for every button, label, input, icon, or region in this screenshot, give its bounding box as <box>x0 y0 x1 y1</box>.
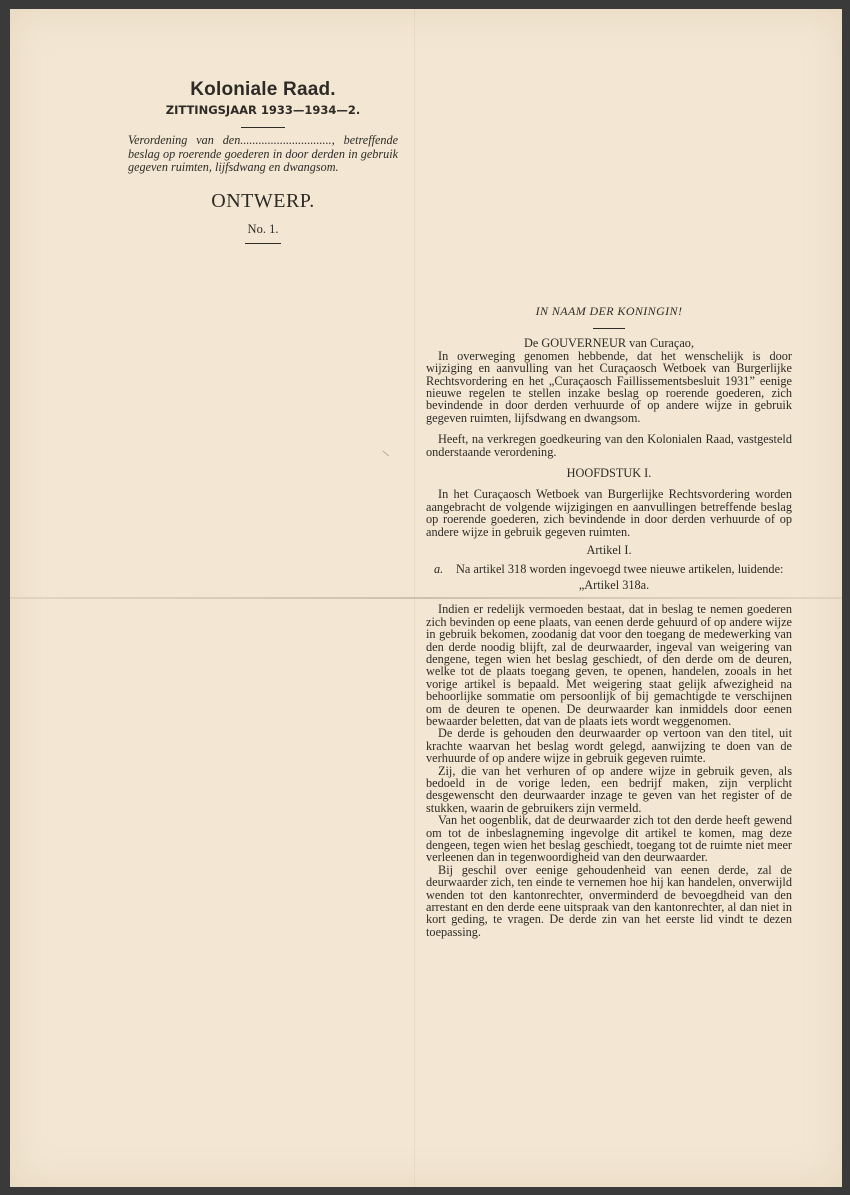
article-paragraph: De derde is gehouden den deurwaarder op vertoon van den titel, uit krachte waarvan het beslag wordt gelegd, aanwijzing te doen van de verhuurde of op andere wijze in gebruik gegeven ruimte. <box>426 726 792 766</box>
article-paragraph: Zij, die van het verhuren of op andere wijze in gebruik geven, als bedoeld in de vorige leden, een bedrijf maken, zijn verplicht desgewenscht den deurwaarder inzage te geven van het register of de stukken, waarin de gebruikers zijn vermeld. <box>426 763 792 815</box>
new-article-heading: „Artikel 318a. <box>578 577 650 592</box>
article-paragraph: Indien er redelijk vermoeden bestaat, dat in beslag te nemen goederen zich bevinden op eene plaats, van eenen derde gehuurd of op andere wijze in gebruik bekomen, zoodanig dat voor den toegang de medewerking van den derde noodig blijft, zal de deurwaarder, ingeval van weigering van dengene, tegen wien het beslag geschiedt, of den derde om de deuren, welke tot de plaats toegang geven, te openen, handelen, zooals in het vorige artikel is bepaald. Met weigering staat gelijk afwezigheid na behoorlijke sommatie om persoonlijk of bij gemachtigde te verschijnen om de deuren te openen. De deurwaarder kan inmiddels door eenen bewaarder beletten, dat van de plaats iets wordt weggenomen. <box>426 602 792 728</box>
ordinance-body <box>426 305 792 938</box>
document-page <box>10 9 842 1187</box>
item-letter: a. <box>434 561 444 576</box>
invocation: IN NAAM DER KONINGIN! <box>535 304 683 318</box>
session-year: ZITTINGSJAAR 1933—1934—2. <box>165 103 361 117</box>
chapter-intro: In het Curaçaosch Wetboek van Burgerlijke Rechtsvordering worden aangebracht de volgende wijzigingen en aanvullingen betreffende beslag op roerende goederen, zich bevindende in door derden verhuurde of op andere wijze in gebruik gegeven ruimten. <box>426 487 792 539</box>
item-text: Na artikel 318 worden ingevoegd twee nieuwe artikelen, luidende: <box>456 561 784 576</box>
chapter-heading: HOOFDSTUK I. <box>566 466 652 481</box>
list-item <box>434 563 792 575</box>
ordinance-subject: Verordening van den.............................., betreffende beslag op roerende goederen in door derden in gebruik gegeven ruimten, lijfsdwang en dwangsom. <box>128 133 398 175</box>
council-title: Koloniale Raad. <box>190 79 336 100</box>
enacted-paragraph: Heeft, na verkregen goedkeuring van den Kolonialen Raad, vastgesteld onderstaande verordening. <box>426 432 792 459</box>
article-paragraph: Bij geschil over eenige gehoudenheid van eenen derde, zal de deurwaarder zich, ten einde te vernemen hoe hij kan handelen, onverwijld wenden tot den kantonrechter, onverminderd de bevoegdheid van den arrestant en den derde eene uitspraak van den kantonrechter, al dan niet in kort geding, te vragen. De derde zin van het eerste lid vindt te dezen toepassing. <box>426 862 792 939</box>
considering-paragraph: In overweging genomen hebbende, dat het wenschelijk is door wijziging en aanvulling van het Curaçaosch Wetboek van Burgerlijke Rechtsvordering en het „Curaçaosch Faillissementsbesluit 1931” eenige nieuwe regelen te stellen inzake beslag op roerende goederen, zich bevindende in door derden verhuurde of op andere wijze in gebruik gegeven ruimten, lijfsdwang en dwangsom. <box>426 348 792 425</box>
draft-number: No. 1. <box>247 221 279 236</box>
article-paragraph: Van het oogenblik, dat de deurwaarder zich tot den derde heeft gewend om tot de inbeslagneming ingevolge dit artikel te komen, mag deze dengeen, tegen wien het beslag geschiedt, toegang tot de ruimte niet meer verleenen dan in tegenwoordigheid van den deurwaarder. <box>426 813 792 865</box>
draft-label: ONTWERP. <box>211 189 315 212</box>
number-divider <box>245 243 281 244</box>
invocation-divider <box>593 328 625 329</box>
article-heading: Artikel I. <box>586 543 632 558</box>
governor-line: De GOUVERNEUR van Curaçao, <box>523 336 695 351</box>
title-divider <box>241 127 285 128</box>
paper-mark: \ <box>381 447 391 460</box>
header-block <box>128 79 398 244</box>
